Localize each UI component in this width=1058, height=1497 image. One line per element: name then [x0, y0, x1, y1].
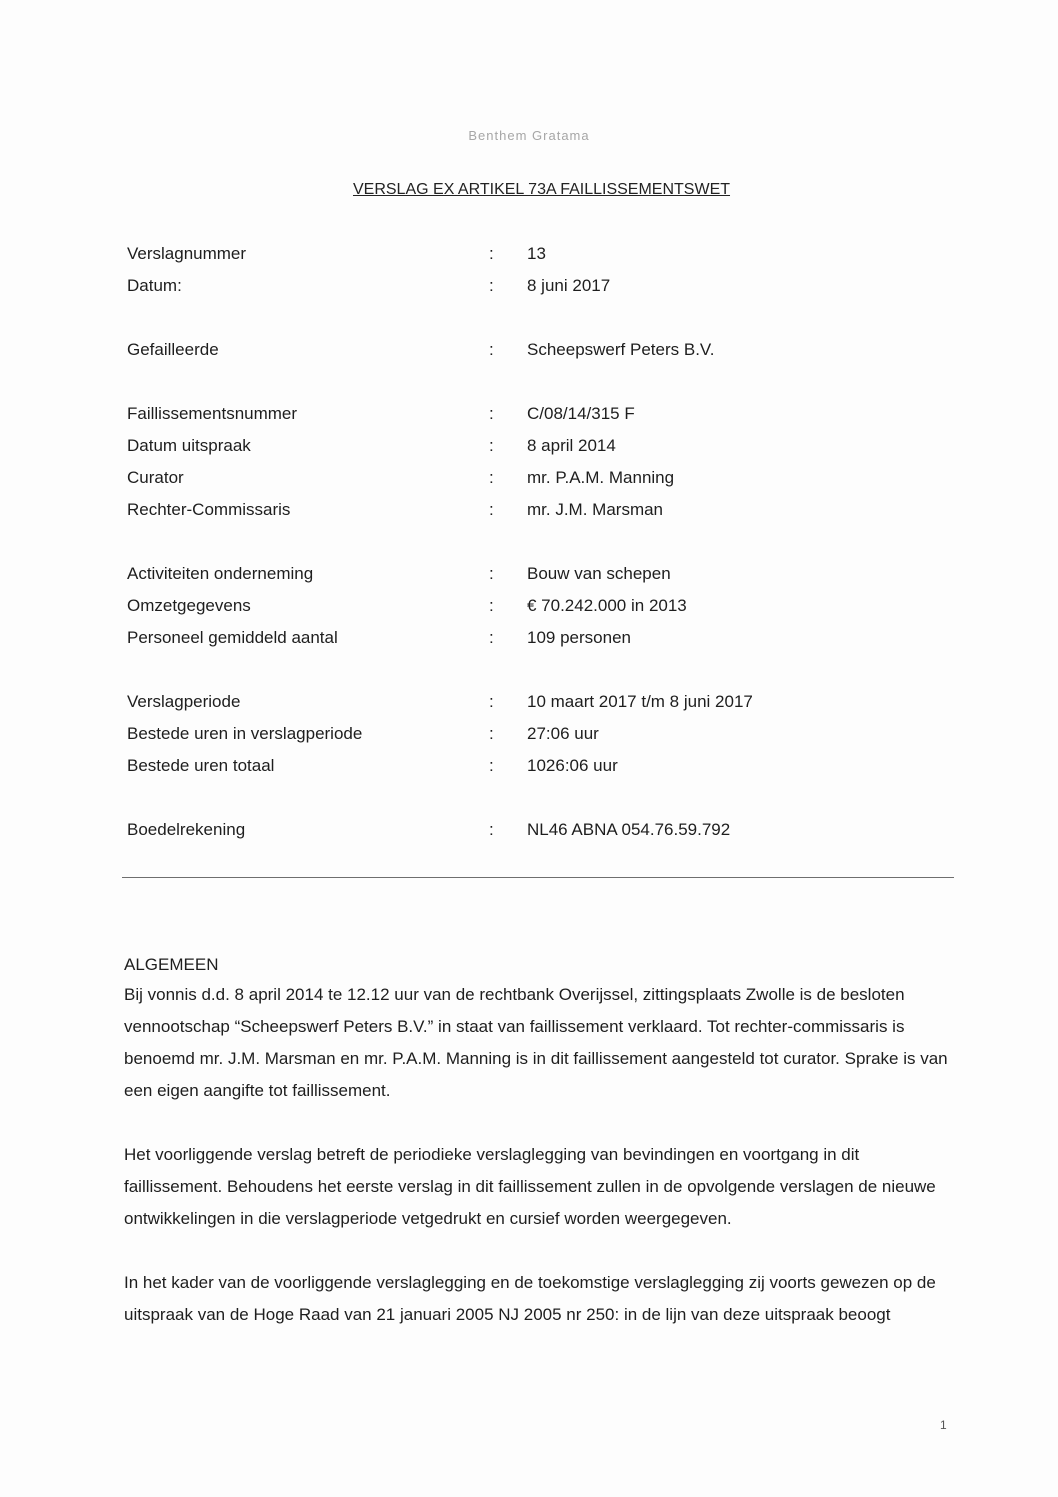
info-row: [125, 400, 925, 432]
info-value: NL46 ABNA 054.76.59.792: [527, 820, 731, 839]
document-title: VERSLAG EX ARTIKEL 73A FAILLISSEMENTSWET: [352, 181, 731, 198]
info-label: Faillissementsnummer: [127, 404, 298, 423]
info-row: [125, 720, 925, 752]
paragraph: In het kader van de voorliggende verslaglegging en de toekomstige verslaglegging zij voorts gewezen op de uitspraak van de Hoge Raad van 21 januari 2005 NJ 2005 nr 250: in de lijn van deze uitspraak beoogt: [124, 1273, 936, 1324]
paragraph: Bij vonnis d.d. 8 april 2014 te 12.12 uur van de rechtbank Overijssel, zittingsplaats Zwolle is de besloten vennootschap “Scheepswerf Peters B.V.” in staat van faillissement verklaard. Tot rechter-commissaris is benoemd mr. J.M. Marsman en mr. P.A.M. Manning is in dit faillissement aangesteld tot curator. Sprake is van een eigen aangifte tot faillissement.: [124, 985, 948, 1100]
info-label: Verslagperiode: [127, 692, 241, 711]
paragraph: Het voorliggende verslag betreft de periodieke verslaglegging van bevindingen en voortgang in dit faillissement. Behoudens het eerste verslag in dit faillissement zullen in de opvolgende verslagen de nieuwe ontwikkelingen in die verslagperiode vetgedrukt en cursief worden weergegeven.: [124, 1145, 936, 1228]
info-value: C/08/14/315 F: [527, 404, 635, 423]
info-colon: :: [489, 820, 494, 839]
section-algemeen: [124, 951, 954, 1363]
info-value: 109 personen: [527, 628, 631, 647]
info-colon: :: [489, 756, 494, 775]
page-number: 1: [940, 1418, 947, 1432]
info-colon: :: [489, 564, 494, 583]
info-colon: :: [489, 500, 494, 519]
info-colon: :: [489, 244, 494, 263]
info-row: [125, 592, 925, 624]
info-row: [125, 560, 925, 592]
info-colon: :: [489, 692, 494, 711]
info-label: Datum:: [127, 276, 182, 295]
info-value: mr. J.M. Marsman: [527, 500, 664, 519]
case-info-table: [125, 240, 925, 848]
row-spacer: [125, 656, 925, 688]
info-label: Curator: [127, 468, 184, 487]
info-value: Scheepswerf Peters B.V.: [527, 340, 715, 359]
info-colon: :: [489, 628, 494, 647]
info-value: 13: [527, 244, 546, 263]
info-row: [125, 496, 925, 528]
info-row: [125, 272, 925, 304]
info-label: Bestede uren in verslagperiode: [127, 724, 363, 743]
info-colon: :: [489, 596, 494, 615]
info-colon: :: [489, 724, 494, 743]
info-colon: :: [489, 340, 494, 359]
info-row: [125, 432, 925, 464]
info-label: Boedelrekening: [127, 820, 246, 839]
info-value: 10 maart 2017 t/m 8 juni 2017: [527, 692, 753, 711]
info-value: € 70.242.000 in 2013: [527, 596, 687, 615]
row-spacer: [125, 528, 925, 560]
row-spacer: [125, 304, 925, 336]
info-label: Verslagnummer: [127, 244, 247, 263]
info-label: Datum uitspraak: [127, 436, 251, 455]
info-colon: :: [489, 436, 494, 455]
divider: [122, 877, 954, 878]
info-value: 1026:06 uur: [527, 756, 618, 775]
info-row: [125, 624, 925, 656]
row-spacer: [125, 368, 925, 400]
info-colon: :: [489, 404, 494, 423]
info-label: Bestede uren totaal: [127, 756, 275, 775]
info-value: 8 juni 2017: [527, 276, 611, 295]
info-label: Gefailleerde: [127, 340, 219, 359]
info-label: Rechter-Commissaris: [127, 500, 291, 519]
letterhead: Benthem Gratama: [468, 128, 590, 143]
info-label: Personeel gemiddeld aantal: [127, 628, 338, 647]
row-spacer: [125, 784, 925, 816]
info-value: 8 april 2014: [527, 436, 616, 455]
info-label: Activiteiten onderneming: [127, 564, 314, 583]
section-heading: ALGEMEEN: [124, 955, 219, 974]
info-value: mr. P.A.M. Manning: [527, 468, 675, 487]
info-value: 27:06 uur: [527, 724, 599, 743]
info-colon: :: [489, 468, 494, 487]
info-row: [125, 336, 925, 368]
info-label: Omzetgegevens: [127, 596, 251, 615]
info-row: [125, 752, 925, 784]
info-row: [125, 688, 925, 720]
info-value: Bouw van schepen: [527, 564, 671, 583]
info-row: [125, 816, 925, 848]
info-row: [125, 464, 925, 496]
info-row: [125, 240, 925, 272]
info-colon: :: [489, 276, 494, 295]
